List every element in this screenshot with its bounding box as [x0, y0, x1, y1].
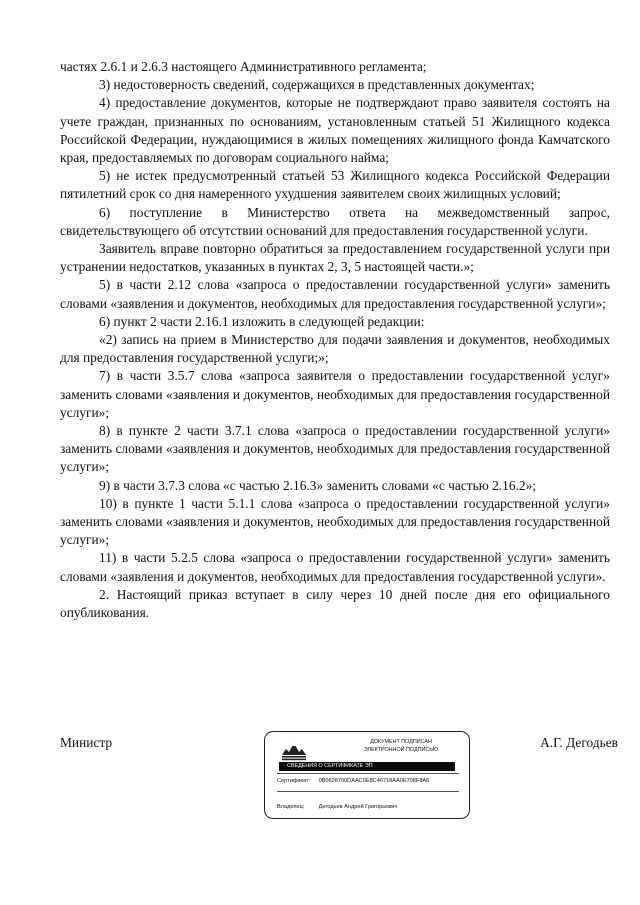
paragraph: 6) пункт 2 части 2.16.1 изложить в следующей редакции:: [99, 313, 425, 329]
signatory-name: А.Г. Дегодьев: [540, 735, 618, 750]
signatory-title: Министр: [60, 735, 113, 750]
owner-label: Владелец:: [277, 804, 305, 810]
stamp-heading-line: ДОКУМЕНТ ПОДПИСАН: [370, 739, 432, 745]
certificate-label: Сертификат:: [277, 778, 311, 784]
paragraph: «2) запись на прием в Министерство для подачи заявления и документов, необходимых для предоставления государственной услуги;»;: [60, 332, 610, 366]
paragraph: 10) в пункте 1 части 5.1.1 слова «запроса о предоставлении государственной услуги» заменить словами «заявления и документов, необходимых для предоставления государственной услуги»;: [60, 495, 610, 548]
owner-value: Дегодьев Андрей Григорьевич: [318, 804, 398, 810]
stamp-heading-line: ЭЛЕКТРОННОЙ ПОДПИСЬЮ: [363, 746, 439, 753]
paragraph: 3) недостоверность сведений, содержащихся в представленных документах;: [99, 77, 535, 93]
kamchatka-emblem-icon: [281, 740, 307, 762]
certificate-row: [277, 778, 429, 785]
stamp-heading: [339, 739, 463, 754]
certificate-value: 0B0628700DAAC0E8C46718AA0E708F8A6: [318, 778, 430, 784]
paragraph: частях 2.6.1 и 2.6.3 настоящего Административного регламента;: [60, 59, 427, 74]
paragraph: 5) не истек предусмотренный статьей 53 Жилищного кодекса Российской Федерации пятилетний срок со дня намеренного ухудшения заявителем своих жилищных условий;: [60, 168, 610, 202]
paragraph: 7) в части 3.5.7 слова «запроса заявителя о предоставлении государственной услуг» заменить словами «заявления и документов, необходимых для предоставления государственной услуги»;: [60, 368, 610, 420]
divider: [277, 773, 459, 774]
divider: [277, 791, 459, 792]
owner-row: [277, 804, 397, 811]
e-signature-stamp: [264, 731, 470, 819]
document-body: [60, 58, 610, 622]
paragraph: 5) в части 2.12 слова «запроса о предоставлении государственной услуги» заменить словами «заявления и документов, необходимых для предоставления государственной услуги»;: [60, 277, 610, 311]
paragraph: 11) в части 5.2.5 слова «запроса о предоставлении государственной услуги» заменить словами «заявления и документов, необходимых для предоставления государственной услуги».: [60, 550, 610, 584]
paragraph: 2. Настоящий приказ вступает в силу через 10 дней после дня его официального опубликования.: [60, 586, 610, 621]
certificate-info-bar: СВЕДЕНИЯ О СЕРТИФИКАТЕ ЭП: [279, 762, 455, 771]
paragraph: 6) поступление в Министерство ответа на межведомственный запрос, свидетельствующего об отсутствии оснований для предоставления государственной услуги.: [60, 204, 610, 238]
paragraph: Заявитель вправе повторно обратиться за предоставлением государственной услуги при устранении недостатков, указанных в пунктах 2, 3, 5 настоящей части.»;: [60, 241, 610, 275]
paragraph: 4) предоставление документов, которые не подтверждают право заявителя состоять на учете граждан, признанных по основаниям, установленным статьей 51 Жилищного кодекса Российской Федерации, нуждающимися в жилых помещениях жилищного фонда Камчатского края, предоставляемых по договорам социального найма;: [60, 95, 610, 166]
paragraph: 9) в части 3.7.3 слова «с частью 2.16.3» заменить словами «с частью 2.16.2»;: [99, 477, 536, 493]
paragraph: 8) в пункте 2 части 3.7.1 слова «запроса о предоставлении государственной услуги» заменить словами «заявления и документов, необходимых для предоставления государственной услуги»;: [60, 423, 610, 475]
